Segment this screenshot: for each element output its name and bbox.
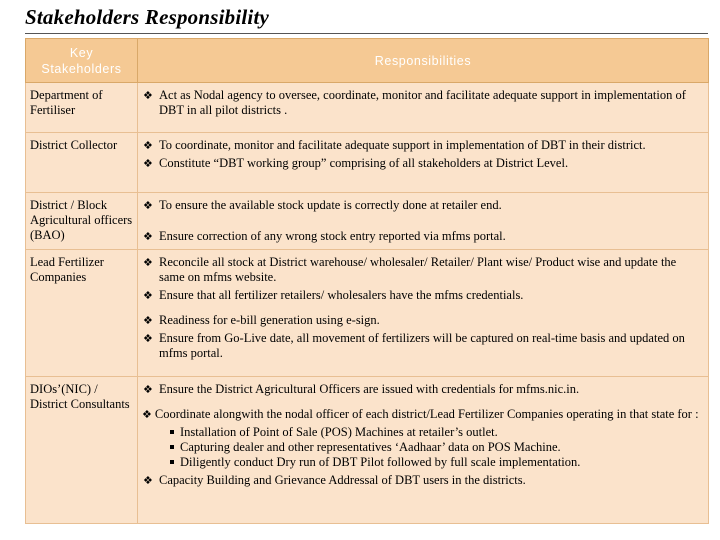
diamond-bullet-icon: ❖ bbox=[143, 230, 153, 243]
table-row bbox=[26, 193, 709, 250]
table-row bbox=[26, 250, 709, 377]
responsibility-text: Ensure from Go-Live date, all movement of fertilizers will be captured on real-time basis and updated on mfms portal. bbox=[159, 331, 685, 360]
responsibilities-cell bbox=[138, 83, 709, 133]
diamond-bullet-icon: ❖ bbox=[143, 314, 153, 327]
list-item bbox=[142, 288, 704, 303]
square-bullet-icon bbox=[170, 445, 174, 449]
responsibilities-cell bbox=[138, 377, 709, 524]
stakeholder-cell: Department of Fertiliser bbox=[26, 83, 138, 133]
diamond-bullet-icon: ❖ bbox=[143, 256, 153, 269]
sub-list-item bbox=[170, 440, 704, 455]
list-item bbox=[142, 198, 704, 213]
responsibility-text: To coordinate, monitor and facilitate adequate support in implementation of DBT in their district. bbox=[159, 138, 646, 152]
responsibilities-cell bbox=[138, 193, 709, 250]
sub-list-item bbox=[170, 455, 704, 470]
diamond-bullet-icon: ❖ bbox=[142, 408, 152, 421]
sub-item-text: Installation of Point of Sale (POS) Machines at retailer’s outlet. bbox=[180, 425, 498, 439]
diamond-bullet-icon: ❖ bbox=[143, 89, 153, 102]
square-bullet-icon bbox=[170, 460, 174, 464]
list-item bbox=[142, 407, 704, 422]
responsibility-text: Readiness for e-bill generation using e-sign. bbox=[159, 313, 380, 327]
diamond-bullet-icon: ❖ bbox=[143, 139, 153, 152]
list-item bbox=[142, 156, 704, 171]
responsibilities-cell bbox=[138, 250, 709, 377]
diamond-bullet-icon: ❖ bbox=[143, 289, 153, 302]
sub-list-item bbox=[170, 425, 704, 440]
responsibility-text: Ensure correction of any wrong stock entry reported via mfms portal. bbox=[159, 229, 506, 243]
responsibility-text: Constitute “DBT working group” comprising of all stakeholders at District Level. bbox=[159, 156, 569, 170]
responsibility-text: Ensure that all fertilizer retailers/ wholesalers have the mfms credentials. bbox=[159, 288, 524, 302]
stakeholder-cell: District / Block Agricultural officers (BAO) bbox=[26, 193, 138, 250]
table-row bbox=[26, 133, 709, 193]
column-header-responsibilities: Responsibilities bbox=[138, 39, 709, 83]
responsibility-text: Coordinate alongwith the nodal officer of each district/Lead Fertilizer Companies operating in that state for : bbox=[154, 407, 699, 421]
list-item bbox=[142, 382, 704, 397]
column-header-stakeholders: Key Stakeholders bbox=[26, 39, 138, 83]
list-item bbox=[142, 229, 704, 244]
diamond-bullet-icon: ❖ bbox=[143, 157, 153, 170]
diamond-bullet-icon: ❖ bbox=[143, 199, 153, 212]
list-item bbox=[142, 473, 704, 488]
stakeholder-cell: District Collector bbox=[26, 133, 138, 193]
diamond-bullet-icon: ❖ bbox=[143, 383, 153, 396]
responsibility-text: To ensure the available stock update is correctly done at retailer end. bbox=[159, 198, 502, 212]
responsibility-text: Act as Nodal agency to oversee, coordinate, monitor and facilitate adequate support in implementation of DBT in all pilot districts . bbox=[159, 88, 686, 117]
responsibility-text: Ensure the District Agricultural Officers are issued with credentials for mfms.nic.in. bbox=[159, 382, 580, 396]
responsibilities-cell bbox=[138, 133, 709, 193]
table-header-row bbox=[26, 39, 709, 83]
stakeholder-cell: DIOs’(NIC) / District Consultants bbox=[26, 377, 138, 524]
table-row bbox=[26, 377, 709, 524]
list-item bbox=[142, 331, 704, 361]
list-item bbox=[142, 138, 704, 153]
stakeholder-cell: Lead Fertilizer Companies bbox=[26, 250, 138, 377]
diamond-bullet-icon: ❖ bbox=[143, 474, 153, 487]
sub-item-text: Capturing dealer and other representatives ‘Aadhaar’ data on POS Machine. bbox=[180, 440, 561, 454]
title-divider bbox=[25, 33, 708, 34]
list-item bbox=[142, 88, 704, 118]
diamond-bullet-icon: ❖ bbox=[143, 332, 153, 345]
sub-item-text: Diligently conduct Dry run of DBT Pilot followed by full scale implementation. bbox=[180, 455, 581, 469]
responsibility-text: Reconcile all stock at District warehouse/ wholesaler/ Retailer/ Plant wise/ Product wise and update the same on mfms website. bbox=[159, 255, 677, 284]
sub-list bbox=[170, 425, 704, 470]
responsibility-text: Capacity Building and Grievance Addressal of DBT users in the districts. bbox=[159, 473, 526, 487]
table-row bbox=[26, 83, 709, 133]
page-title: Stakeholders Responsibility bbox=[25, 5, 270, 29]
stakeholders-table bbox=[25, 38, 709, 524]
list-item bbox=[142, 313, 704, 328]
square-bullet-icon bbox=[170, 430, 174, 434]
list-item bbox=[142, 255, 704, 285]
